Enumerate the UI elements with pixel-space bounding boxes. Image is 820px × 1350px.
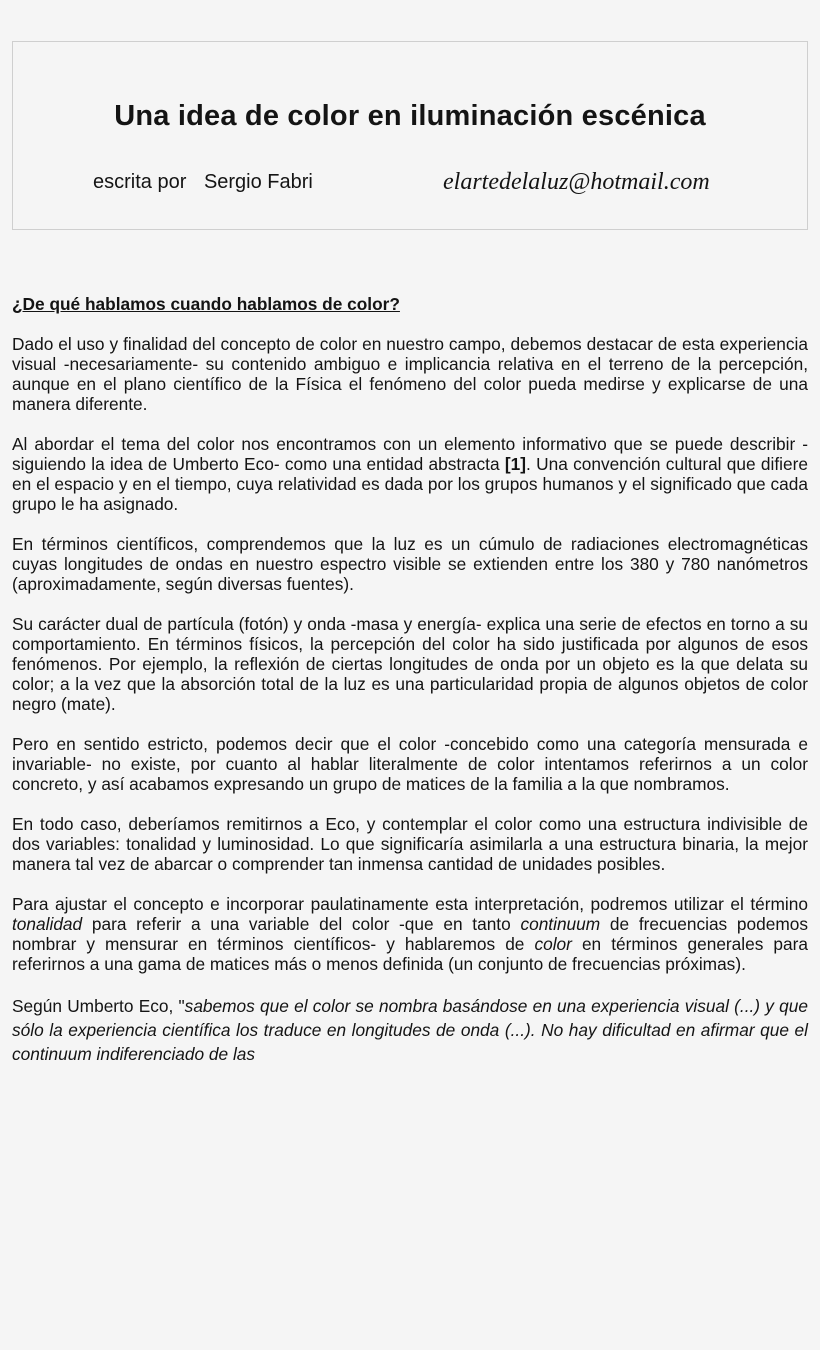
paragraph-1: Dado el uso y finalidad del concepto de color en nuestro campo, debemos destacar de esta experiencia visual -necesariamente- su contenido ambiguo e implicancia relativa en el terreno de la percepción, aunque en el plano científico de la Física el fenómeno del color pueda medirse y explicarse de una manera diferente. (12, 334, 808, 414)
paragraph-7-a: Para ajustar el concepto e incorporar paulatinamente esta interpretación, podremos utilizar el término (12, 894, 808, 914)
article-body (12, 294, 808, 1086)
paragraph-2-end: . Una convención cultural que difiere en el espacio y en el tiempo, cuya relatividad es dada por los grupos humanos y el significado que cada grupo le ha asignado. (12, 454, 808, 514)
term-color: color (534, 934, 572, 954)
paragraph-4: Su carácter dual de partícula (fotón) y onda -masa y energía- explica una serie de efectos en torno a su comportamiento. En términos físicos, la percepción del color ha sido justificada por algunos de esos fenómenos. Por ejemplo, la reflexión de ciertas longitudes de onda por un objeto es la que delata su color; a la vez que la absorción total de la luz es una particularidad propia de algunos objetos de color negro (mate). (12, 614, 808, 714)
eco-quote: sabemos que el color se nombra basándose en una experiencia visual (...) y que sólo la experiencia científica los traduce en longitudes de onda (...). No hay dificultad en afirmar que el continuum indiferenciado de las (12, 996, 809, 1064)
paragraph-5: Pero en sentido estricto, podemos decir que el color -concebido como una categoría mensurada e invariable- no existe, por cuanto al hablar literalmente de color intentamos referirnos a un color concreto, y así acabamos expresando un grupo de matices de la familia a la que nombramos. (12, 734, 808, 794)
byline-prefix: escrita por (93, 171, 187, 193)
paragraph-3: En términos científicos, comprendemos que la luz es un cúmulo de radiaciones electromagnéticas cuyas longitudes de ondas en nuestro espectro visible se extienden entre los 380 y 780 nanómetros (aproximadamente, según diversas fuentes). (12, 534, 808, 594)
paragraph-2 (12, 434, 808, 514)
term-continuum: continuum (520, 914, 601, 934)
paragraph-7-d: en términos generales para referirnos a una gama de matices más o menos definida (un conjunto de frecuencias próximas). (12, 934, 808, 974)
paragraph-7-b: para referir a una variable del color -que en tanto (82, 914, 521, 934)
paragraph-7 (12, 894, 808, 974)
section-heading: ¿De qué hablamos cuando hablamos de color? (12, 294, 400, 314)
term-tonalidad: tonalidad (12, 914, 83, 934)
paragraph-8 (12, 994, 808, 1066)
page-title: Una idea de color en iluminación escénica (114, 100, 706, 132)
byline (93, 171, 313, 194)
author-email: elartedelaluz@hotmail.com (443, 169, 710, 195)
paragraph-2-text: Al abordar el tema del color nos encontramos con un elemento informativo que se puede describir -siguiendo la idea de Umberto Eco- como una entidad abstracta (12, 434, 808, 474)
paragraph-7-c: de frecuencias podemos nombrar y mensurar en términos científicos- y hablaremos de (12, 914, 808, 954)
paragraph-8-a: Según Umberto Eco, " (12, 996, 185, 1016)
title-box (12, 41, 808, 230)
paragraph-6: En todo caso, deberíamos remitirnos a Eco, y contemplar el color como una estructura indivisible de dos variables: tonalidad y luminosidad. Lo que significaría asimilarla a una estructura binaria, la mejor manera tal vez de abarcar o comprender tan inmensa cantidad de unidades posibles. (12, 814, 808, 874)
footnote-ref: [1] (504, 454, 527, 474)
author-name: Sergio Fabri (203, 171, 313, 193)
